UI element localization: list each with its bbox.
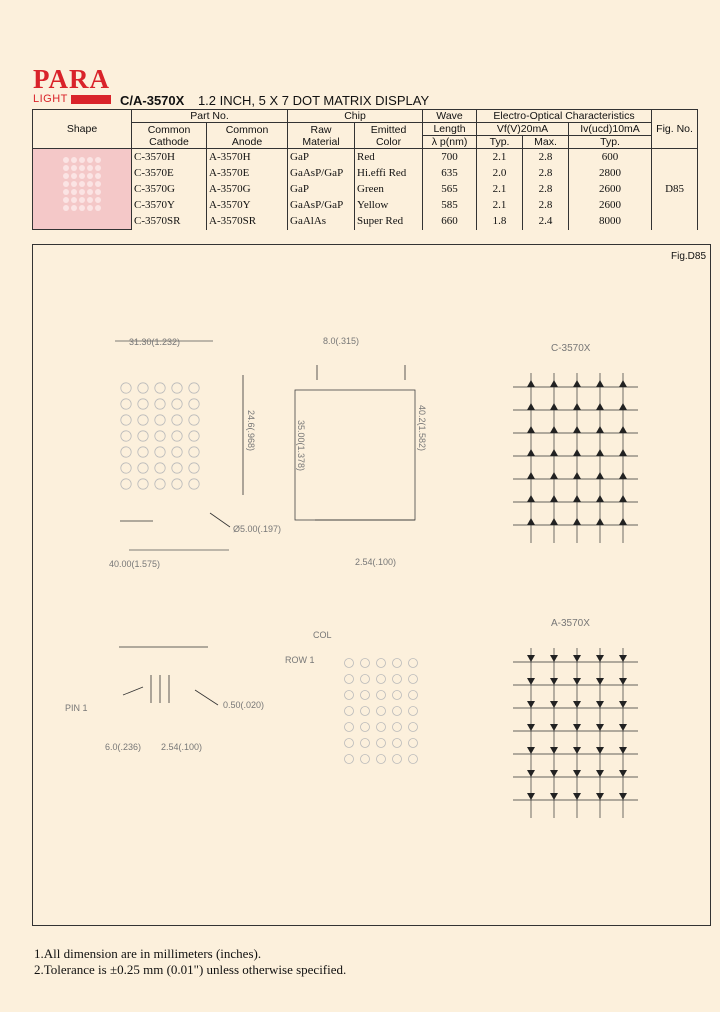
dot — [172, 415, 182, 425]
note-2: 2.Tolerance is ±0.25 mm (0.01") unless otherwise specified. — [34, 962, 347, 977]
pinmap-dot — [377, 723, 386, 732]
led-diode — [573, 724, 581, 731]
header-raw-material: Raw Material — [288, 123, 355, 149]
led-diode — [619, 701, 627, 708]
leader-dot — [210, 513, 230, 527]
header-part-no: Part No. — [132, 110, 288, 123]
dot — [155, 383, 165, 393]
cell-wave: 700 — [423, 149, 477, 166]
cell-anode: A-3570Y — [207, 197, 288, 213]
header-common-cathode: Common Cathode — [132, 123, 207, 149]
cell-wave: 635 — [423, 165, 477, 181]
dot — [155, 479, 165, 489]
cell-vf-typ: 2.1 — [477, 149, 523, 166]
header-wave: Wave — [423, 110, 477, 123]
led-diode — [619, 472, 627, 479]
pinmap-dot — [377, 675, 386, 684]
cell-material: GaAsP/GaP — [288, 165, 355, 181]
cell-vf-typ: 2.1 — [477, 181, 523, 197]
dot — [189, 463, 199, 473]
pinmap-dot — [393, 691, 402, 700]
led-diode — [596, 747, 604, 754]
table-row — [33, 149, 698, 166]
dim-height1: 24.6(.968) — [246, 410, 256, 452]
table-row — [33, 197, 698, 213]
cell-color: Red — [355, 149, 423, 166]
cell-vf-max: 2.8 — [523, 149, 569, 166]
cell-wave: 585 — [423, 197, 477, 213]
pinmap-dot — [345, 723, 354, 732]
led-diode — [527, 747, 535, 754]
dot — [121, 415, 131, 425]
dim-height3: 40.2(1.582) — [417, 405, 427, 452]
led-diode — [596, 472, 604, 479]
pinmap-dot — [361, 691, 370, 700]
cell-wave: 660 — [423, 213, 477, 229]
para-light-logo — [33, 66, 111, 106]
header-typ: Typ. — [477, 136, 523, 149]
page-title — [120, 93, 429, 108]
anode-circuit-title: A-3570X — [551, 618, 590, 629]
pinmap-dot — [345, 707, 354, 716]
pinmap-dot — [377, 739, 386, 748]
dot — [172, 431, 182, 441]
led-diode — [550, 724, 558, 731]
dot — [189, 431, 199, 441]
led-diode — [619, 426, 627, 433]
led-diode — [527, 403, 535, 410]
led-diode — [527, 770, 535, 777]
table-row — [33, 213, 698, 229]
dot — [138, 431, 148, 441]
led-diode — [527, 518, 535, 525]
led-diode — [550, 747, 558, 754]
led-diode — [550, 793, 558, 800]
pinmap-dot — [409, 755, 418, 764]
led-diode — [619, 449, 627, 456]
led-diode — [550, 701, 558, 708]
dot — [138, 399, 148, 409]
cell-cathode: C-3570Y — [132, 197, 207, 213]
led-diode — [550, 495, 558, 502]
pinmap-dot — [345, 755, 354, 764]
led-diode — [527, 380, 535, 387]
dot — [155, 415, 165, 425]
dimension-drawing — [32, 244, 711, 926]
led-diode — [550, 770, 558, 777]
notes — [34, 946, 346, 978]
led-diode — [596, 724, 604, 731]
led-diode — [573, 678, 581, 685]
dot — [155, 431, 165, 441]
dot — [138, 383, 148, 393]
pinmap-dot — [345, 739, 354, 748]
led-diode — [596, 701, 604, 708]
pin-view — [65, 630, 418, 764]
led-diode — [550, 449, 558, 456]
header-lambda: λ p(nm) — [423, 136, 477, 149]
dot — [155, 399, 165, 409]
header-shape: Shape — [33, 110, 132, 149]
led-diode — [550, 655, 558, 662]
note-1: 1.All dimension are in millimeters (inches). — [34, 946, 262, 961]
pinmap-dot — [361, 723, 370, 732]
dot — [121, 399, 131, 409]
led-diode — [596, 793, 604, 800]
dim-dot-diameter: Ø5.00(.197) — [233, 524, 282, 534]
header-vf: Vf(V)20mA — [477, 123, 569, 136]
cell-anode: A-3570G — [207, 181, 288, 197]
pinmap-dot — [345, 675, 354, 684]
cathode-circuit-title: C-3570X — [551, 343, 591, 354]
dot — [172, 463, 182, 473]
dot — [172, 479, 182, 489]
dot — [121, 447, 131, 457]
led-diode — [573, 495, 581, 502]
dim-pin-dia: 0.50(.020) — [223, 700, 265, 710]
label-col: COL — [313, 630, 332, 640]
cell-anode: A-3570H — [207, 149, 288, 166]
pinmap-dot — [393, 659, 402, 668]
cell-cathode: C-3570G — [132, 181, 207, 197]
cell-anode: A-3570E — [207, 165, 288, 181]
dot — [138, 463, 148, 473]
led-diode — [573, 472, 581, 479]
led-diode — [596, 449, 604, 456]
dot — [172, 399, 182, 409]
led-diode — [596, 495, 604, 502]
drawing-svg — [33, 245, 710, 925]
pinmap-dot — [345, 659, 354, 668]
cell-iv: 2600 — [569, 197, 652, 213]
header-common-anode: Common Anode — [207, 123, 288, 149]
cell-vf-max: 2.8 — [523, 181, 569, 197]
side-view — [295, 336, 427, 567]
fig-label: Fig.D85 — [670, 251, 706, 262]
dim-pin-pitch2: 2.54(.100) — [161, 742, 203, 752]
cell-anode: A-3570SR — [207, 213, 288, 229]
led-diode — [619, 380, 627, 387]
led-diode — [573, 380, 581, 387]
led-diode — [619, 770, 627, 777]
header-emitted-color: Emitted Color — [355, 123, 423, 149]
pinmap-dot — [361, 659, 370, 668]
pinmap-dot — [393, 675, 402, 684]
dot — [138, 415, 148, 425]
pinmap-dot — [377, 707, 386, 716]
logo-bar — [71, 95, 111, 104]
led-diode — [573, 747, 581, 754]
logo-wordmark: PARA — [33, 64, 110, 94]
header-eoc: Electro-Optical Characteristics — [477, 110, 652, 123]
cell-vf-max: 2.8 — [523, 197, 569, 213]
cell-material: GaP — [288, 181, 355, 197]
pinmap-dot — [361, 675, 370, 684]
pinmap-dot — [409, 659, 418, 668]
led-diode — [550, 426, 558, 433]
pinmap-dot — [393, 739, 402, 748]
led-diode — [527, 449, 535, 456]
header-length: Length — [423, 123, 477, 136]
cell-wave: 565 — [423, 181, 477, 197]
dim-height2: 35.00(1.378) — [296, 420, 306, 472]
cell-material: GaAsP/GaP — [288, 197, 355, 213]
led-diode — [596, 770, 604, 777]
front-view — [109, 337, 281, 569]
pinmap-dot — [409, 675, 418, 684]
cell-iv: 2800 — [569, 165, 652, 181]
header-max: Max. — [523, 136, 569, 149]
shape-image — [33, 149, 132, 230]
cell-fig: D85 — [652, 149, 698, 230]
pinmap-dot — [393, 707, 402, 716]
table-row — [33, 181, 698, 197]
led-diode — [550, 518, 558, 525]
led-diode — [596, 380, 604, 387]
leader-pin1 — [123, 687, 143, 695]
led-diode — [527, 678, 535, 685]
dot — [155, 447, 165, 457]
led-diode — [573, 701, 581, 708]
cell-iv: 2600 — [569, 181, 652, 197]
dim-col-width: 8.0(.315) — [323, 336, 360, 346]
dot — [189, 383, 199, 393]
dot — [138, 479, 148, 489]
pinmap-dot — [377, 659, 386, 668]
dot — [121, 463, 131, 473]
pinmap-dot — [409, 723, 418, 732]
part-number-title: C/A-3570X — [120, 93, 185, 108]
led-diode — [619, 655, 627, 662]
led-diode — [527, 655, 535, 662]
dim-bottom-width: 40.00(1.575) — [109, 559, 161, 569]
header-iv: Iv(ucd)10mA — [569, 123, 652, 136]
pinmap-dot — [377, 755, 386, 764]
cathode-circuit — [513, 343, 638, 543]
cell-vf-typ: 2.1 — [477, 197, 523, 213]
dot — [121, 383, 131, 393]
leader-pin-dia — [195, 690, 218, 705]
dot — [172, 447, 182, 457]
led-diode — [527, 724, 535, 731]
led-diode — [573, 449, 581, 456]
cell-color: Super Red — [355, 213, 423, 229]
cell-iv: 8000 — [569, 213, 652, 229]
led-diode — [619, 403, 627, 410]
cell-cathode: C-3570SR — [132, 213, 207, 229]
led-diode — [573, 518, 581, 525]
led-diode — [619, 495, 627, 502]
led-diode — [527, 472, 535, 479]
label-row: ROW 1 — [285, 655, 315, 665]
dot — [138, 447, 148, 457]
pinmap-dot — [409, 707, 418, 716]
pinmap-dot — [393, 755, 402, 764]
dot — [189, 415, 199, 425]
side-body — [295, 390, 415, 520]
led-diode — [573, 655, 581, 662]
led-diode — [596, 518, 604, 525]
product-description: 1.2 INCH, 5 X 7 DOT MATRIX DISPLAY — [197, 93, 430, 108]
dim-top-width: 31.30(1.232) — [129, 337, 181, 347]
cell-vf-typ: 2.0 — [477, 165, 523, 181]
header-fig-no: Fig. No. — [652, 110, 698, 149]
led-diode — [596, 678, 604, 685]
cell-color: Hi.effi Red — [355, 165, 423, 181]
cell-iv: 600 — [569, 149, 652, 166]
led-diode — [596, 655, 604, 662]
dot — [121, 431, 131, 441]
led-diode — [573, 403, 581, 410]
led-diode — [527, 426, 535, 433]
cell-vf-typ: 1.8 — [477, 213, 523, 229]
led-diode — [550, 472, 558, 479]
anode-circuit — [513, 618, 638, 818]
led-diode — [527, 793, 535, 800]
header-chip: Chip — [288, 110, 423, 123]
led-diode — [573, 770, 581, 777]
pinmap-dot — [361, 739, 370, 748]
dim-pin-pitch: 2.54(.100) — [355, 557, 397, 567]
dot — [189, 479, 199, 489]
cell-cathode: C-3570E — [132, 165, 207, 181]
pinmap-dot — [361, 755, 370, 764]
spec-table — [32, 109, 698, 230]
pinmap-dot — [393, 723, 402, 732]
led-diode — [596, 403, 604, 410]
dot — [172, 383, 182, 393]
led-diode — [619, 518, 627, 525]
dot — [189, 399, 199, 409]
led-diode — [619, 747, 627, 754]
led-diode — [596, 426, 604, 433]
table-row — [33, 165, 698, 181]
led-diode — [573, 426, 581, 433]
led-diode — [550, 403, 558, 410]
cell-vf-max: 2.4 — [523, 213, 569, 229]
header-typ-iv: Typ. — [569, 136, 652, 149]
dim-pin-len: 6.0(.236) — [105, 742, 142, 752]
led-diode — [619, 678, 627, 685]
pinmap-dot — [409, 691, 418, 700]
label-pin1: PIN 1 — [65, 703, 88, 713]
led-diode — [619, 793, 627, 800]
dot — [155, 463, 165, 473]
cell-cathode: C-3570H — [132, 149, 207, 166]
cell-material: GaP — [288, 149, 355, 166]
led-diode — [527, 701, 535, 708]
cell-vf-max: 2.8 — [523, 165, 569, 181]
led-diode — [619, 724, 627, 731]
pinmap-dot — [377, 691, 386, 700]
cell-material: GaAlAs — [288, 213, 355, 229]
cell-color: Yellow — [355, 197, 423, 213]
cell-color: Green — [355, 181, 423, 197]
pinmap-dot — [345, 691, 354, 700]
led-diode — [550, 380, 558, 387]
dot — [121, 479, 131, 489]
pinmap-dot — [361, 707, 370, 716]
led-diode — [550, 678, 558, 685]
led-diode — [573, 793, 581, 800]
led-diode — [527, 495, 535, 502]
pinmap-dot — [409, 739, 418, 748]
logo-subtitle: LIGHT — [33, 93, 68, 105]
dot — [189, 447, 199, 457]
